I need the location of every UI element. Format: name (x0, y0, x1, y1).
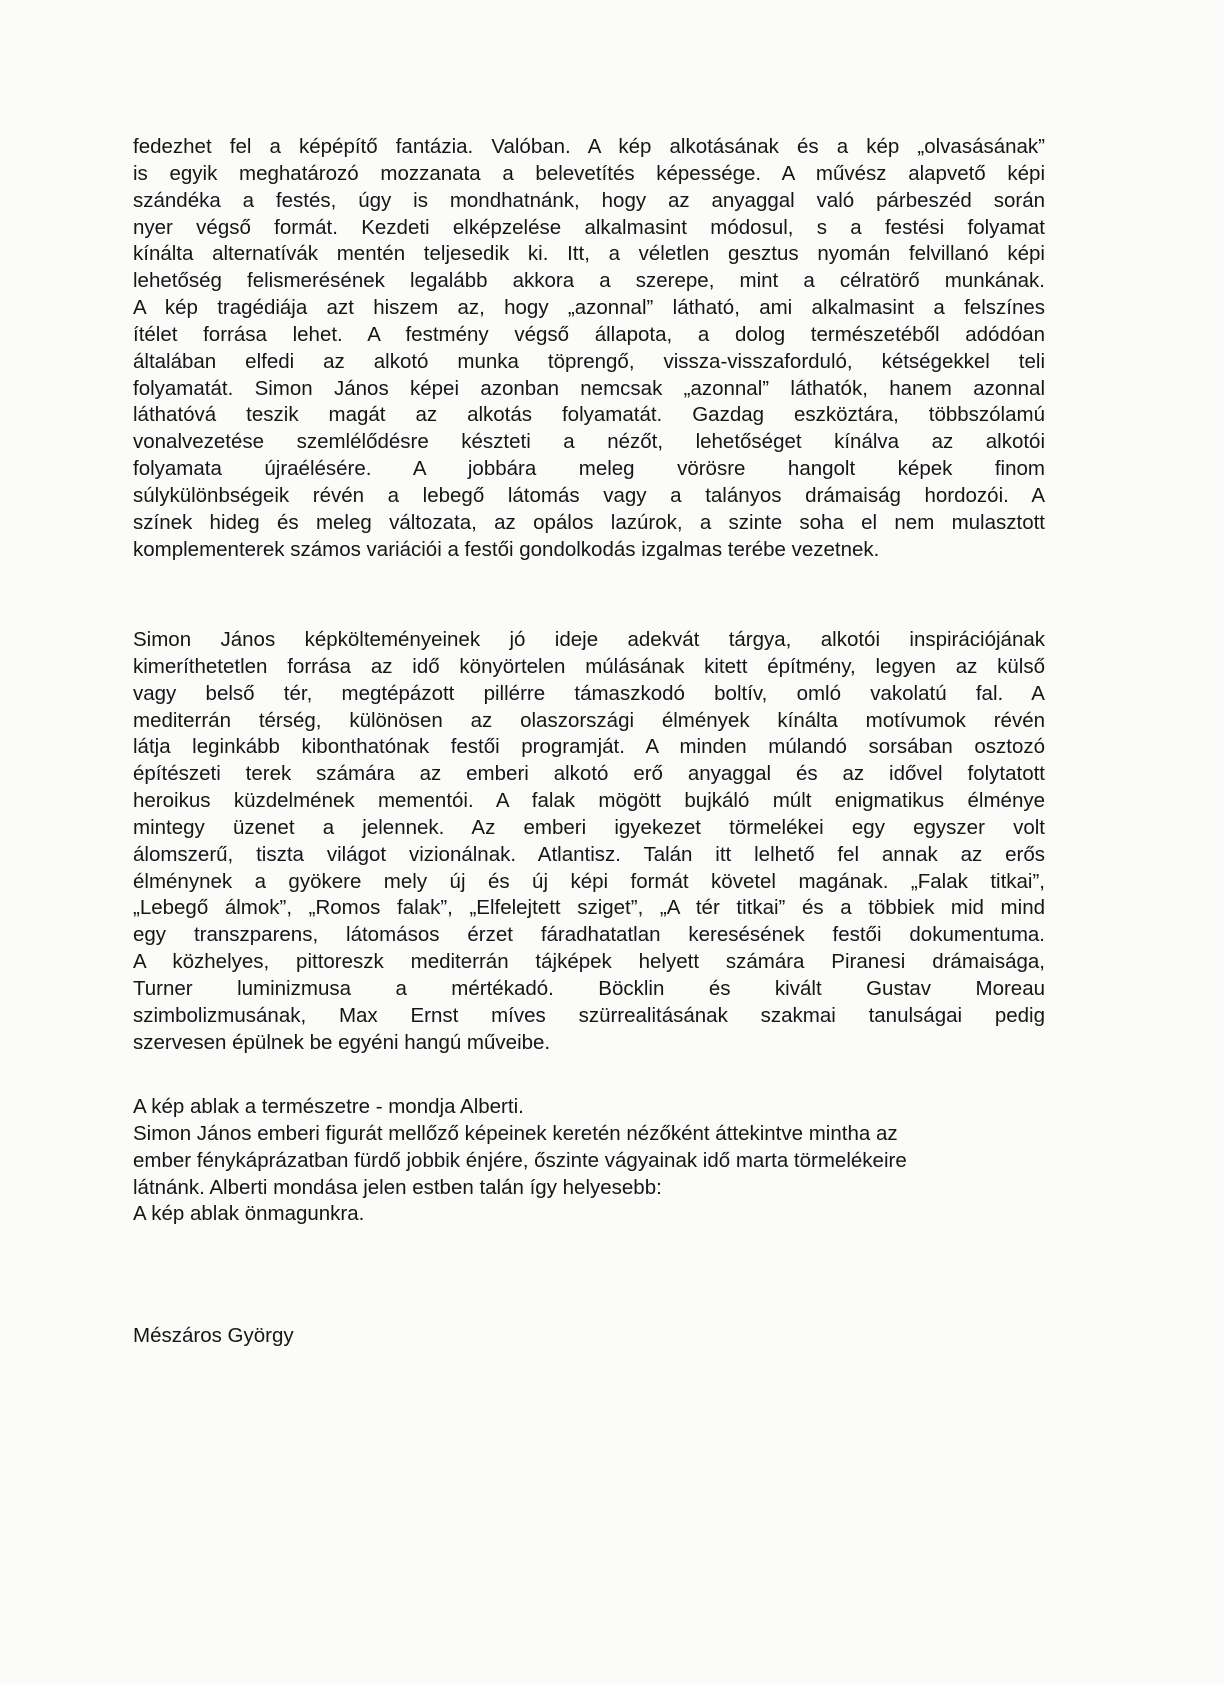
paragraph-2 (133, 627, 1045, 1057)
text-line: Simon János emberi figurát mellőző képeinek keretén nézőként áttekintve mintha az (133, 1121, 898, 1145)
text-line: lehetőség felismerésének legalább akkora a szerepe, mint a célratörő munkának. (133, 269, 1045, 293)
text-line: mediterrán térség, különösen az olaszországi élmények kínálta motívumok révén (133, 708, 1045, 732)
text-line: látnánk. Alberti mondása jelen estben talán így helyesebb: (133, 1175, 662, 1199)
text-line: kínálta alternatívák mentén teljesedik ki. Itt, a véletlen gesztus nyomán felvillanó képi (133, 242, 1045, 266)
text-line: egy transzparens, látomásos érzet fáradhatatlan keresésének festői dokumentuma. (133, 923, 1045, 947)
text-line: vonalvezetése szemlélődésre készteti a nézőt, lehetőséget kínálva az alkotói (133, 430, 1045, 454)
text-line: szimbolizmusának, Max Ernst míves szürrealitásának szakmai tanulságai pedig (133, 1003, 1045, 1027)
text-line: láthatóvá teszik magát az alkotás folyamatát. Gazdag eszköztára, többszólamú (133, 403, 1045, 427)
paragraph-1 (133, 134, 1045, 564)
text-line: általában elfedi az alkotó munka töprengő, vissza-visszaforduló, kétségekkel teli (133, 349, 1045, 373)
text-line: színek hideg és meleg változata, az opálos lazúrok, a szinte soha el nem mulasztott (133, 510, 1045, 534)
text-line: A közhelyes, pittoreszk mediterrán tájképek helyett számára Piranesi drámaisága, (133, 950, 1045, 974)
text-line: építészeti terek számára az emberi alkotó erő anyaggal és az idővel folytatott (133, 762, 1045, 786)
text-line: A kép ablak a természetre - mondja Alberti. (133, 1095, 524, 1118)
text-line: mintegy üzenet a jelennek. Az emberi igyekezet törmelékei egy egyszer volt (133, 815, 1045, 839)
text-line: folyamata újraélésére. A jobbára meleg vörösre hangolt képek finom (133, 457, 1045, 481)
text-line: A kép tragédiája azt hiszem az, hogy „azonnal” látható, ami alkalmasint a felszínes (133, 296, 1045, 320)
text-line: nyer végső formát. Kezdeti elképzelése alkalmasint módosul, s a festési folyamat (133, 215, 1045, 239)
text-line: kimeríthetetlen forrása az idő könyörtelen múlásának kitett építmény, legyen az külső (133, 654, 1045, 678)
text-line: Simon János képkölteményeinek jó ideje adekvát tárgya, alkotói inspirációjának (133, 628, 1045, 651)
text-line: heroikus küzdelmének mementói. A falak mögött bujkáló múlt enigmatikus élménye (133, 789, 1045, 813)
text-line: szándéka a festés, úgy is mondhatnánk, hogy az anyaggal való párbeszéd során (133, 188, 1045, 212)
text-line: vagy belső tér, megtépázott pillérre támaszkodó boltív, omló vakolatú fal. A (133, 681, 1045, 705)
paragraph-3 (133, 1094, 1045, 1228)
text-line: A kép ablak önmagunkra. (133, 1202, 365, 1226)
author-signature: Mészáros György (133, 1324, 294, 1347)
text-line: látja leginkább kibonthatónak festői programját. A minden múlandó sorsában osztozó (133, 735, 1045, 759)
text-line: „Lebegő álmok”, „Romos falak”, „Elfelejtett sziget”, „A tér titkai” és a többiek mid mind (133, 896, 1045, 920)
text-line: is egyik meghatározó mozzanata a belevetítés képessége. A művész alapvető képi (133, 161, 1045, 185)
text-line: súlykülönbségeik révén a lebegő látomás vagy a talányos drámaiság hordozói. A (133, 483, 1045, 507)
text-line: Turner luminizmusa a mértékadó. Böcklin és kivált Gustav Moreau (133, 976, 1045, 1000)
text-line: folyamatát. Simon János képei azonban nemcsak „azonnal” láthatók, hanem azonnal (133, 376, 1045, 400)
text-line: komplementerek számos variációi a festői gondolkodás izgalmas terébe vezetnek. (133, 537, 880, 561)
text-line: élménynek a gyökere mely új és új képi formát követel magának. „Falak titkai”, (133, 869, 1045, 893)
text-line: szervesen épülnek be egyéni hangú műveibe. (133, 1030, 551, 1054)
text-line: ítélet forrása lehet. A festmény végső állapota, a dolog természetéből adódóan (133, 322, 1045, 346)
text-line: fedezhet fel a képépítő fantázia. Valóban. A kép alkotásának és a kép „olvasásának” (133, 135, 1045, 158)
text-line: álomszerű, tiszta világot vizionálnak. Atlantisz. Talán itt lelhető fel annak az erős (133, 842, 1045, 866)
text-line: ember fénykáprázatban fürdő jobbik énjére, őszinte vágyainak idő marta törmelékeire (133, 1148, 907, 1172)
